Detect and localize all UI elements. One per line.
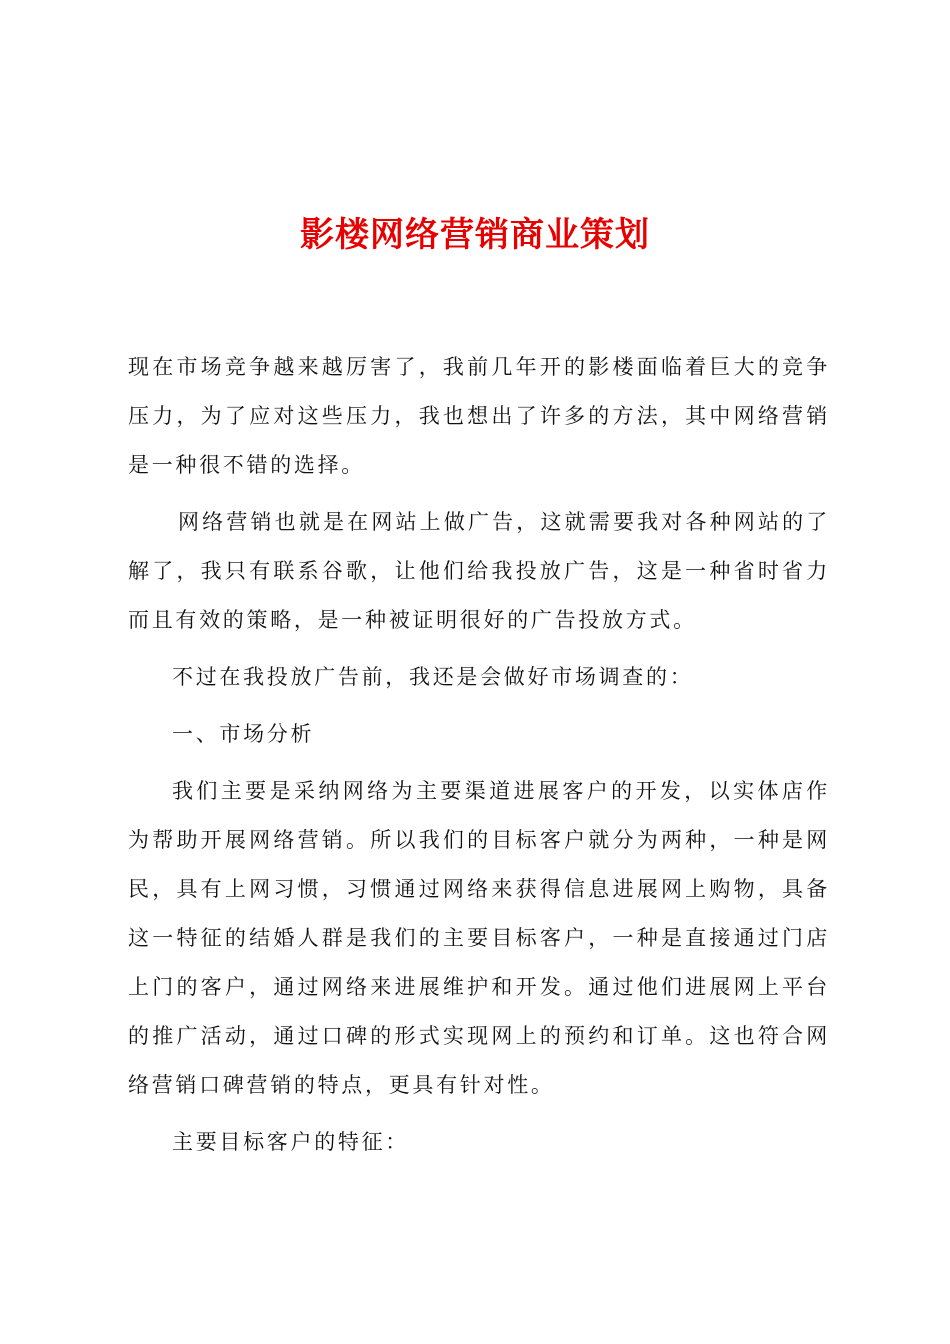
- paragraph-target-customers: 我们主要是采纳网络为主要渠道进展客户的开发，以实体店作为帮助开展网络营销。所以我们的目标客户就分为两种，一种是网民，具有上网习惯，习惯通过网络来获得信息进展网上购物，具备这一特征的结婚人群是我们的主要目标客户，一种是直接通过门店上门的客户，通过网络来进展维护和开发。通过他们进展网上平台的推广活动，通过口碑的形式实现网上的预约和订单。这也符合网络营销口碑营销的特点，更具有针对性。: [128, 779, 830, 1097]
- document-title: 影楼网络营销商业策划: [300, 215, 650, 255]
- paragraph-customer-features: 主要目标客户的特征：: [172, 1130, 409, 1154]
- section-heading-market-analysis: 一、市场分析: [172, 722, 315, 746]
- document-body: [128, 343, 830, 1175]
- paragraph-intro: 现在市场竞争越来越厉害了，我前几年开的影楼面临着巨大的竞争压力，为了应对这些压力，我也想出了许多的方法，其中网络营销是一种很不错的选择。: [128, 355, 830, 477]
- paragraph-network-marketing: 网络营销也就是在网站上做广告，这就需要我对各种网站的了解了，我只有联系谷歌，让他们给我投放广告，这是一种省时省力而且有效的策略，是一种被证明很好的广告投放方式。: [128, 510, 830, 632]
- paragraph-market-research: 不过在我投放广告前，我还是会做好市场调查的：: [172, 665, 694, 689]
